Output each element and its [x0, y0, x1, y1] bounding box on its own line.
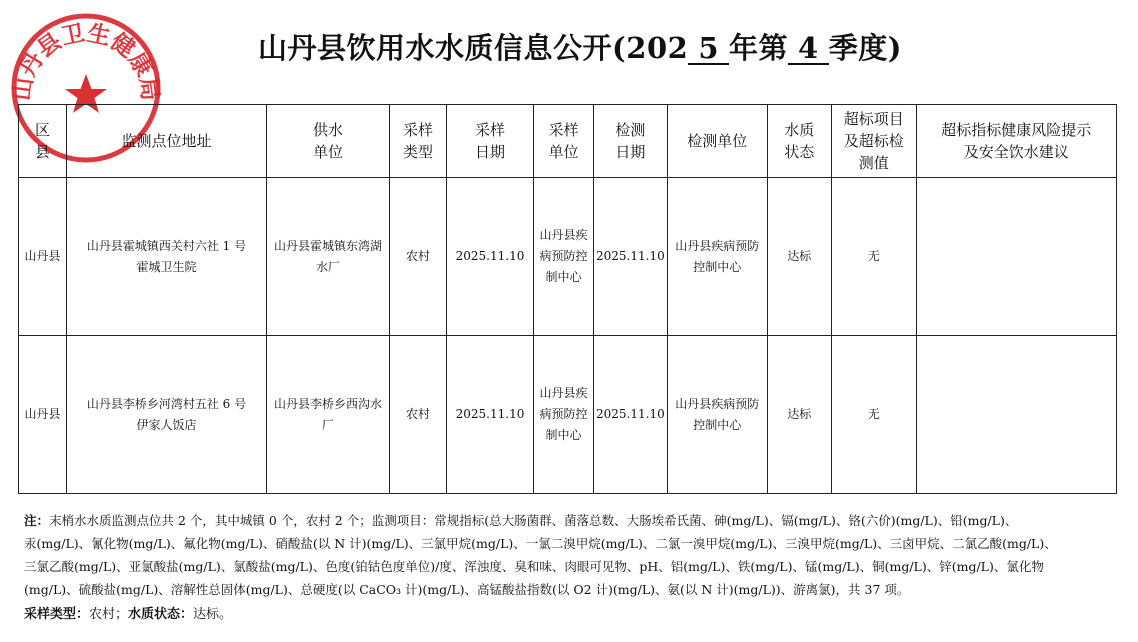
cell-status: 达标	[767, 178, 831, 336]
water-status-label: 水质状态：	[128, 607, 194, 622]
header-test-date: 检测 日期	[594, 105, 668, 178]
cell-county: 山丹县	[19, 178, 67, 336]
note-line: 末梢水水质监测点位共 2 个，其中城镇 0 个，农村 2 个；监测项目：常规指标(总大肠菌群、菌落总数、大肠埃希氏菌、砷(mg/L)、镉(mg/L)、铬(六价)(mg/L)、铅(mg/L)、	[49, 513, 1018, 528]
note-line: 三氯乙酸(mg/L)、亚氯酸盐(mg/L)、氯酸盐(mg/L)、色度(铂钴色度单位)/度、浑浊度、臭和味、肉眼可见物、pH、铝(mg/L)、铁(mg/L)、锰(mg/L)、铜(mg/L)、锌(mg/L)、氯化物	[24, 559, 1044, 574]
cell-exceed: 无	[831, 336, 916, 494]
water-status-value: 达标。	[193, 607, 233, 622]
note-line: (mg/L)、硫酸盐(mg/L)、溶解性总固体(mg/L)、总硬度(以 CaCO₃ 计)(mg/L)、高锰酸盐指数(以 O2 计)(mg/L)、氨(以 N 计)(mg/L))、游离氯)，共 37 项。	[24, 582, 910, 597]
cell-test-unit: 山丹县疾病预防 控制中心	[667, 178, 767, 336]
table-row	[19, 336, 1117, 494]
monitoring-note	[24, 509, 1120, 601]
cell-address: 山丹县霍城镇西关村六社 1 号 霍城卫生院	[67, 178, 267, 336]
cell-sample-date: 2025.11.10	[447, 336, 534, 494]
svg-text:山丹县卫生健康局: 山丹县卫生健康局	[8, 19, 164, 103]
note-line: 汞(mg/L)、氰化物(mg/L)、氟化物(mg/L)、硝酸盐(以 N 计)(mg/L)、三氯甲烷(mg/L)、一氯二溴甲烷(mg/L)、二氯一溴甲烷(mg/L)、三溴甲烷(mg/L)、三卤甲烷、二氯乙酸(mg/L)、	[24, 536, 1057, 551]
cell-test-date: 2025.11.10	[594, 336, 668, 494]
legend-footer	[24, 603, 232, 622]
sample-type-label: 采样类型：	[24, 607, 90, 622]
cell-sample-type: 农村	[390, 336, 447, 494]
cell-supplier: 山丹县李桥乡西沟水 厂	[267, 336, 390, 494]
table-header-row	[19, 105, 1117, 178]
cell-county: 山丹县	[19, 336, 67, 494]
header-exceed: 超标项目 及超标检 测值	[831, 105, 916, 178]
cell-sample-unit: 山丹县疾 病预防控 制中心	[534, 178, 594, 336]
header-supplier: 供水 单位	[267, 105, 390, 178]
table-row	[19, 178, 1117, 336]
header-address: 监测点位地址	[67, 105, 267, 178]
header-sample-type: 采样 类型	[390, 105, 447, 178]
cell-test-unit: 山丹县疾病预防 控制中心	[667, 336, 767, 494]
cell-sample-unit: 山丹县疾 病预防控 制中心	[534, 336, 594, 494]
cell-supplier: 山丹县霍城镇东湾湖 水厂	[267, 178, 390, 336]
header-status: 水质 状态	[767, 105, 831, 178]
title-year-digit: 5	[688, 33, 729, 65]
note-label: 注：	[24, 513, 50, 528]
header-advice: 超标指标健康风险提示 及安全饮水建议	[916, 105, 1116, 178]
header-sample-unit: 采样 单位	[534, 105, 594, 178]
cell-test-date: 2025.11.10	[594, 178, 668, 336]
header-county: 区 县	[19, 105, 67, 178]
cell-address: 山丹县李桥乡河湾村五社 6 号 伊家人饭店	[67, 336, 267, 494]
cell-exceed: 无	[831, 178, 916, 336]
water-quality-table	[18, 104, 1117, 494]
page-title: 山丹县饮用水水质信息公开(202 5 年第 4 季度)	[258, 31, 902, 65]
header-test-unit: 检测单位	[667, 105, 767, 178]
cell-sample-type: 农村	[390, 178, 447, 336]
cell-advice	[916, 178, 1116, 336]
header-sample-date: 采样 日期	[447, 105, 534, 178]
sample-type-value: 农村；	[89, 607, 129, 622]
title-quarter: 4	[788, 33, 829, 65]
cell-status: 达标	[767, 336, 831, 494]
cell-sample-date: 2025.11.10	[447, 178, 534, 336]
cell-advice	[916, 336, 1116, 494]
